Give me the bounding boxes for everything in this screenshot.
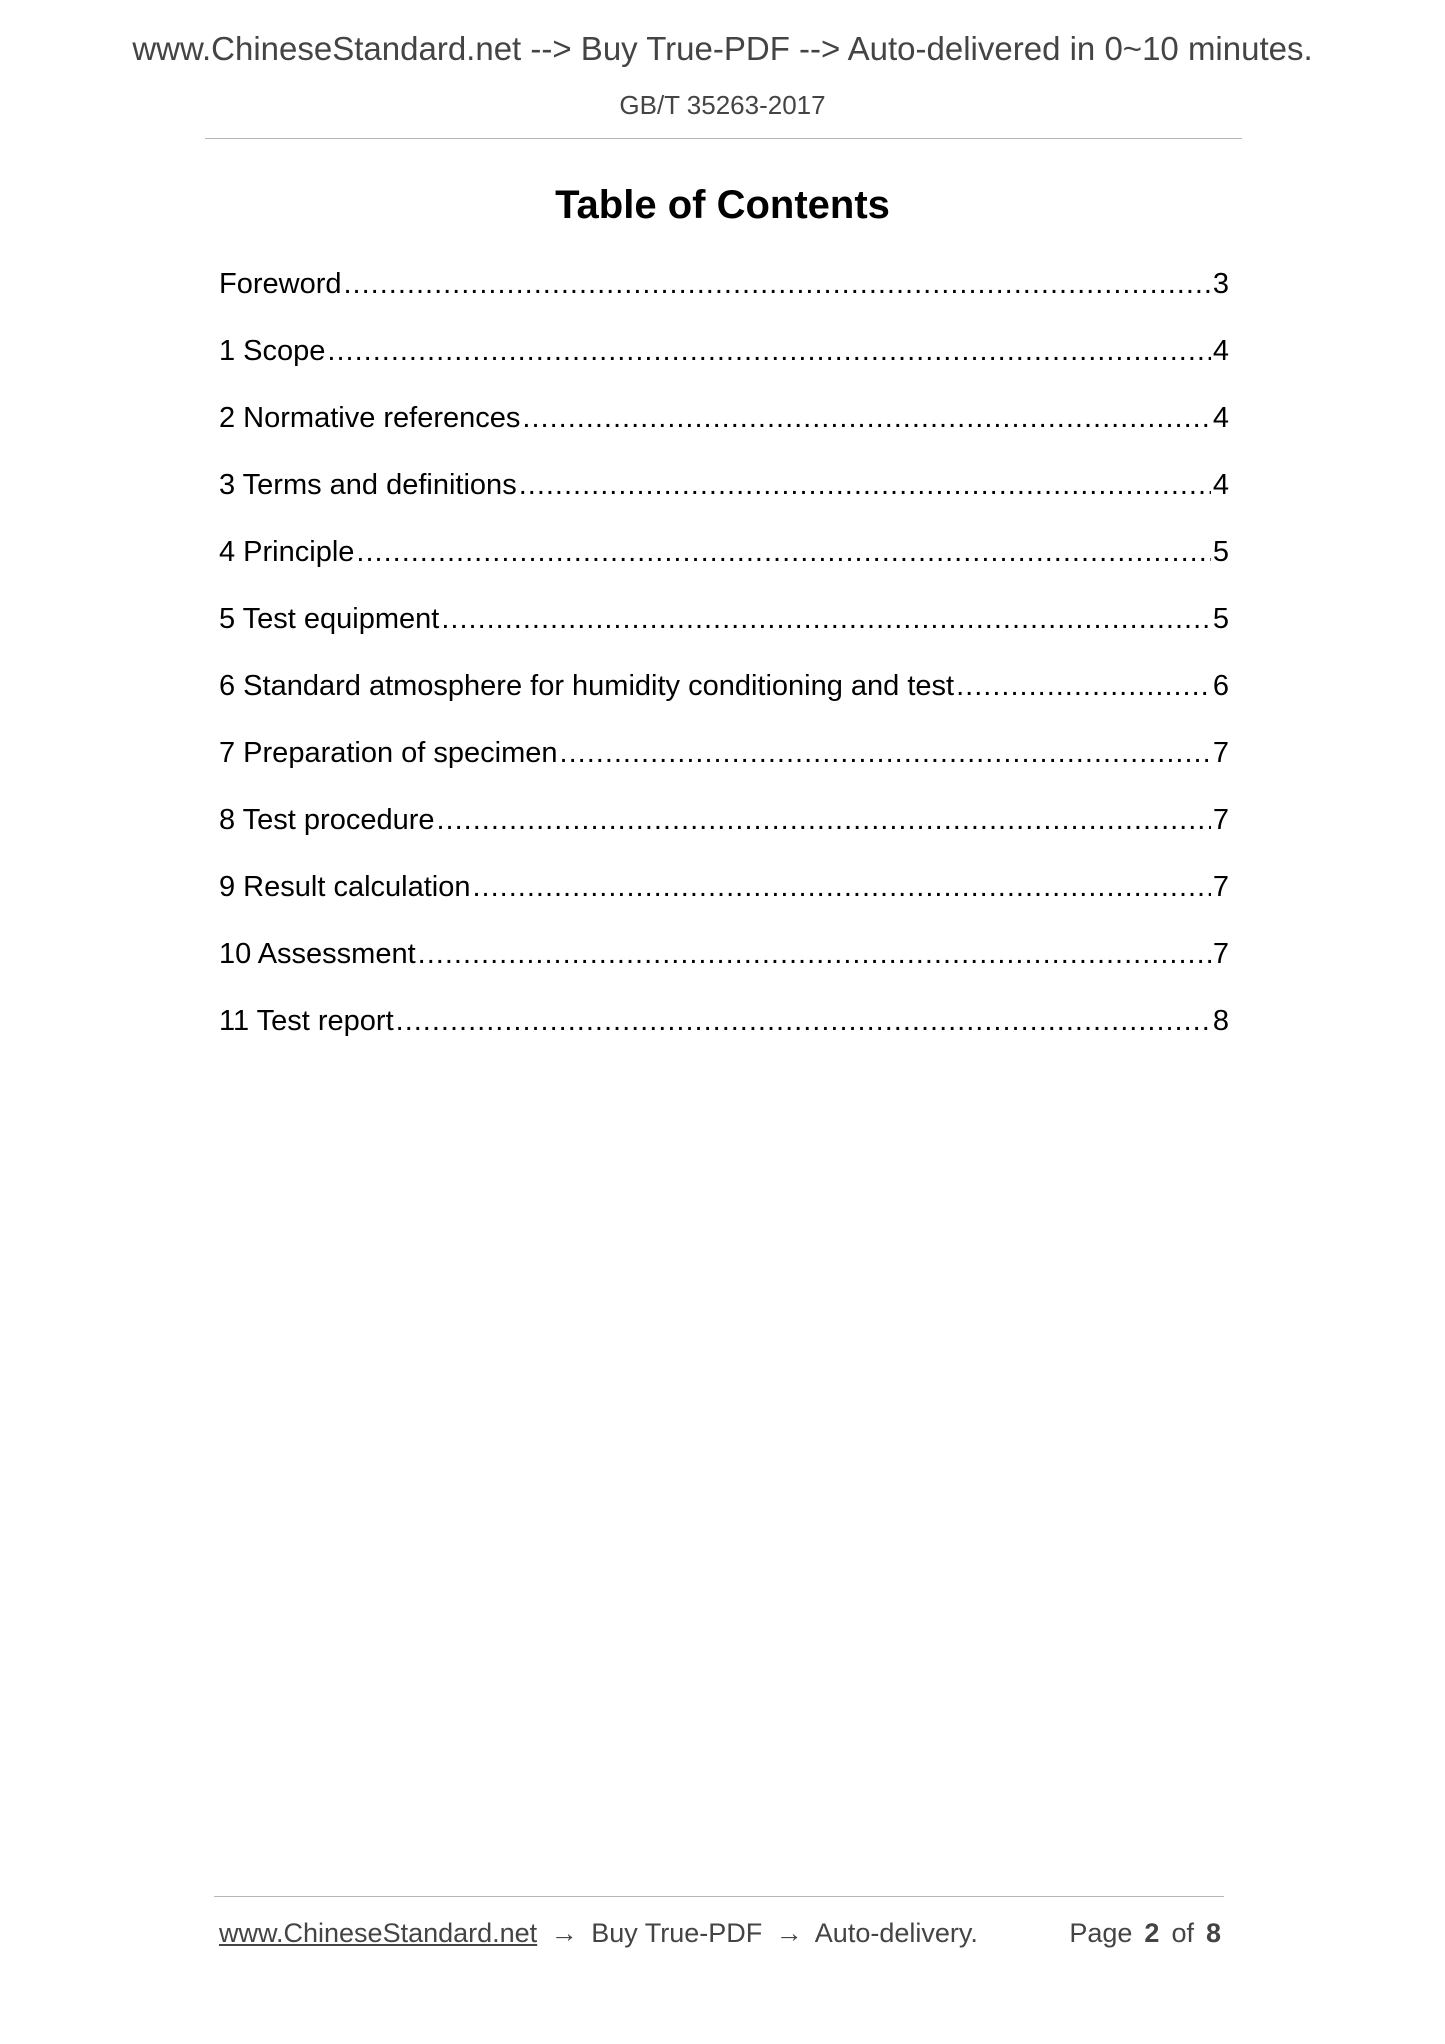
toc-entry-standard-atmosphere[interactable] — [219, 668, 1229, 735]
page-label: Page — [1069, 1918, 1133, 1948]
toc-entry-page: 4 — [1212, 402, 1229, 434]
toc-entry-scope[interactable] — [219, 333, 1229, 400]
dot-leader — [356, 534, 1210, 570]
toc-entry-label: 11 Test report — [219, 1005, 394, 1037]
toc-entry-label: 4 Principle — [219, 536, 355, 568]
toc-entry-label: 8 Test procedure — [219, 804, 435, 836]
dot-leader — [519, 467, 1211, 503]
toc-entry-test-report[interactable] — [219, 1003, 1229, 1070]
toc-title: Table of Contents — [555, 183, 890, 227]
footer-delivery-text: Auto-delivery. — [814, 1918, 978, 1948]
toc-entry-page: 8 — [1212, 1005, 1229, 1037]
total-pages-number: 8 — [1205, 1918, 1221, 1948]
toc-entry-label: 5 Test equipment — [219, 603, 440, 635]
toc-entry-page: 3 — [1212, 268, 1229, 300]
toc-entry-page: 5 — [1212, 536, 1229, 568]
footer-promo — [219, 1918, 978, 1949]
toc-entry-page: 7 — [1212, 804, 1229, 836]
toc-entry-terms-and-definitions[interactable] — [219, 467, 1229, 534]
toc-entry-principle[interactable] — [219, 534, 1229, 601]
toc-entry-test-procedure[interactable] — [219, 802, 1229, 869]
dot-leader — [560, 735, 1211, 771]
page-footer — [219, 1918, 1224, 1958]
dot-leader — [441, 601, 1211, 637]
toc-entry-label: Foreword — [219, 268, 342, 300]
arrow-right-icon: → — [775, 1918, 803, 1948]
toc-entry-page: 7 — [1212, 871, 1229, 903]
dot-leader — [396, 1003, 1211, 1039]
toc-entry-page: 7 — [1212, 938, 1229, 970]
footer-buy-text: Buy True-PDF — [591, 1918, 763, 1948]
toc-entry-label: 1 Scope — [219, 335, 326, 367]
dot-leader — [956, 668, 1211, 704]
dot-leader — [437, 802, 1211, 838]
toc-entry-page: 5 — [1212, 603, 1229, 635]
dot-leader — [522, 400, 1210, 436]
toc-entry-label: 3 Terms and definitions — [219, 469, 517, 501]
footer-site-link[interactable]: www.ChineseStandard.net — [219, 1918, 538, 1948]
toc-entry-page: 4 — [1212, 469, 1229, 501]
dot-leader — [344, 266, 1211, 302]
toc-entry-assessment[interactable] — [219, 936, 1229, 1003]
toc-list — [219, 266, 1229, 1070]
toc-entry-page: 4 — [1212, 335, 1229, 367]
dot-leader — [327, 333, 1210, 369]
toc-entry-result-calculation[interactable] — [219, 869, 1229, 936]
toc-entry-label: 10 Assessment — [219, 938, 416, 970]
top-banner: www.ChineseStandard.net --> Buy True-PDF --> Auto-delivered in 0~10 minutes. — [132, 30, 1313, 67]
page-indicator — [1069, 1918, 1221, 1949]
document-code: GB/T 35263-2017 — [619, 90, 826, 120]
toc-entry-page: 7 — [1212, 737, 1229, 769]
header-divider — [205, 138, 1242, 139]
toc-entry-normative-references[interactable] — [219, 400, 1229, 467]
arrow-right-icon: → — [550, 1918, 578, 1948]
dot-leader — [472, 869, 1210, 905]
toc-entry-test-equipment[interactable] — [219, 601, 1229, 668]
toc-entry-label: 2 Normative references — [219, 402, 521, 434]
toc-entry-label: 7 Preparation of specimen — [219, 737, 558, 769]
toc-entry-page: 6 — [1212, 670, 1229, 702]
toc-entry-label: 6 Standard atmosphere for humidity conditioning and test — [219, 670, 955, 702]
toc-entry-preparation-of-specimen[interactable] — [219, 735, 1229, 802]
current-page-number: 2 — [1144, 1918, 1160, 1948]
dot-leader — [418, 936, 1211, 972]
toc-entry-foreword[interactable] — [219, 266, 1229, 333]
of-label: of — [1171, 1918, 1194, 1948]
toc-entry-label: 9 Result calculation — [219, 871, 471, 903]
footer-divider — [214, 1896, 1224, 1897]
